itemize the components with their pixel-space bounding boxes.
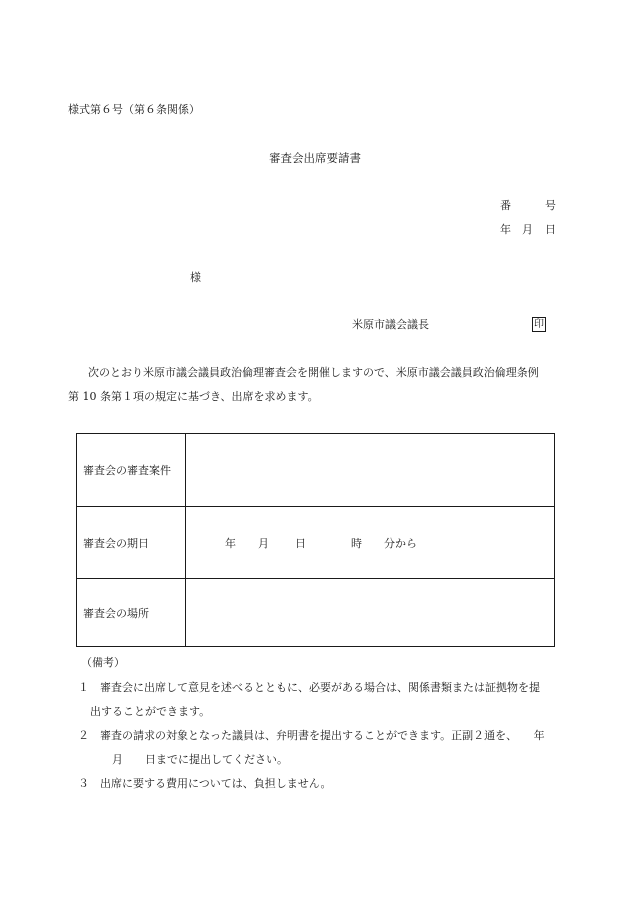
case-label: 審査会の審査案件 [83, 464, 171, 477]
date-value-cell [185, 507, 554, 578]
intro-text-line-1: 次のとおり米原市議会議員政治倫理審査会を開催しますので、米原市議会議員政治倫理条例 [88, 366, 539, 379]
place-label: 審査会の場所 [83, 606, 149, 620]
page-title: 審査会出席要請書 [269, 151, 361, 165]
reference-number-suffix: 号 [545, 199, 556, 212]
note-3: ３ 出席に要する費用については、負担しません。 [78, 777, 332, 790]
case-value-cell [185, 434, 554, 506]
place-value-cell [185, 579, 554, 646]
intro-text-line-2: 第 10 条第１項の規定に基づき、出席を求めます。 [68, 390, 319, 403]
reference-number-label: 番 [500, 199, 511, 212]
table-row-case [77, 434, 554, 506]
date-day-label: 日 [545, 223, 556, 236]
note-2-line-1: ２ 審査の請求の対象となった議員は、弁明書を提出することができます。正副２通を、 年 [78, 729, 545, 742]
table-label-cell [77, 507, 186, 578]
seal-mark: 印 [534, 319, 544, 330]
date-month-label: 月 [522, 223, 533, 236]
table-row-date [77, 506, 554, 578]
note-1-line-2: 出することができます。 [90, 705, 211, 718]
notes-heading: （備考） [81, 656, 125, 669]
hearing-day-label: 日 [295, 536, 306, 550]
hearing-hour-label: 時 [351, 536, 362, 550]
table-row-place [77, 578, 554, 646]
date-year-label: 年 [500, 223, 511, 236]
table-label-cell [77, 579, 186, 646]
hearing-year-label: 年 [225, 536, 236, 550]
form-number: 様式第６号（第６条関係） [68, 103, 200, 116]
hearing-month-label: 月 [258, 536, 269, 550]
note-2-line-2: 月 日までに提出してください。 [112, 753, 288, 766]
hearing-minute-label: 分から [384, 536, 417, 550]
hearing-info-table [76, 433, 555, 647]
note-1-line-1: １ 審査会に出席して意見を述べるとともに、必要がある場合は、関係書類または証拠物を提 [78, 681, 540, 694]
table-label-cell [77, 434, 186, 506]
sender-title: 米原市議会議長 [352, 318, 429, 331]
addressee-suffix: 様 [190, 271, 201, 284]
date-label: 審査会の期日 [83, 536, 149, 550]
